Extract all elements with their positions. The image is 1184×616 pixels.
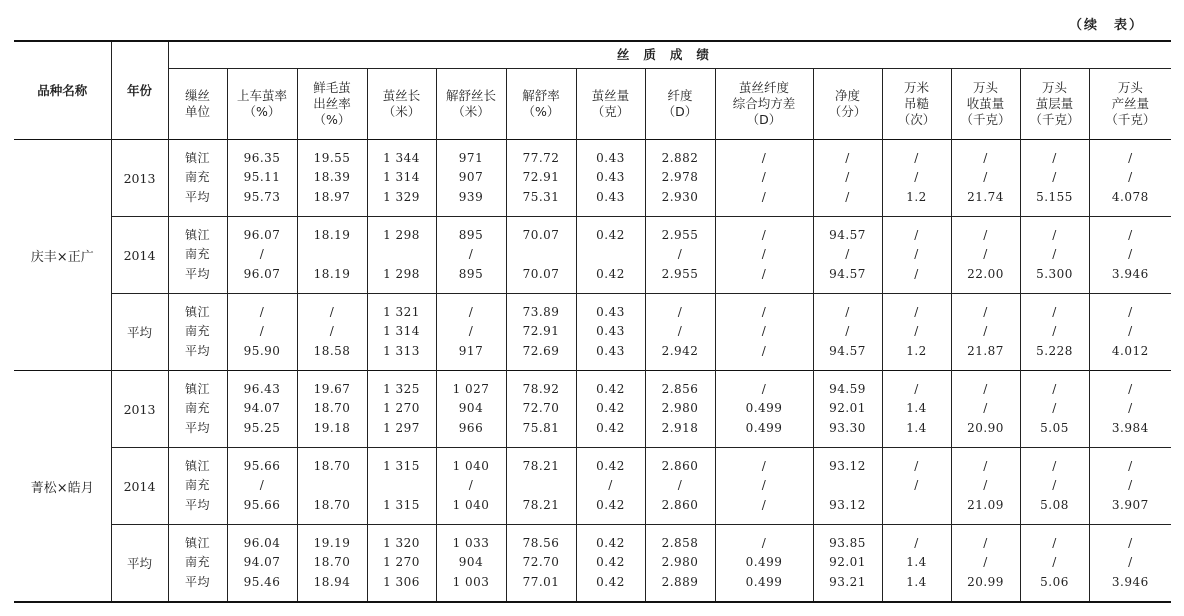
year-cell: 平均 (111, 525, 168, 603)
column-header: 解舒丝长 （米） (436, 69, 506, 140)
value-cell: / / 5.155 (1020, 140, 1089, 217)
value-cell: 0.42 0.42 0.42 (576, 371, 645, 448)
value-cell: / / 18.58 (297, 294, 367, 371)
value-cell: 94.57 / 94.57 (813, 217, 882, 294)
value-cell: / / 22.00 (951, 217, 1020, 294)
value-cell: / / 2.942 (645, 294, 715, 371)
column-header: 解舒率 （%） (506, 69, 576, 140)
value-cell: / / 5.06 (1020, 525, 1089, 603)
year-cell: 2013 (111, 140, 168, 217)
value-cell: / / / (715, 294, 813, 371)
value-cell: / / 5.300 (1020, 217, 1089, 294)
value-cell: 96.43 94.07 95.25 (227, 371, 297, 448)
variety-name: 庆丰×正广 (14, 140, 111, 371)
value-cell: / / / (715, 217, 813, 294)
table-row (14, 371, 1171, 448)
value-cell: / / 3.907 (1089, 448, 1171, 525)
value-cell: 18.70 18.70 (297, 448, 367, 525)
column-header: 缫丝 单位 (168, 69, 227, 140)
column-header: 纤度 （D） (645, 69, 715, 140)
table-row (14, 448, 1171, 525)
table-header (14, 41, 1171, 140)
value-cell: / / 95.90 (227, 294, 297, 371)
value-cell: 1 325 1 270 1 297 (367, 371, 436, 448)
value-cell: 78.21 78.21 (506, 448, 576, 525)
value-cell: 19.19 18.70 18.94 (297, 525, 367, 603)
unit-cell: 镇江 南充 平均 (168, 140, 227, 217)
value-cell: 73.89 72.91 72.69 (506, 294, 576, 371)
value-cell: 2.858 2.980 2.889 (645, 525, 715, 603)
value-cell: / / 5.05 (1020, 371, 1089, 448)
column-header: 万头 收茧量 （千克） (951, 69, 1020, 140)
value-cell: 96.07 / 96.07 (227, 217, 297, 294)
value-cell: / 0.499 0.499 (715, 525, 813, 603)
year-cell: 2014 (111, 448, 168, 525)
silk-quality-table (14, 40, 1171, 603)
value-cell: / / 4.078 (1089, 140, 1171, 217)
year-cell: 2013 (111, 371, 168, 448)
value-cell: / / 20.99 (951, 525, 1020, 603)
value-cell: 19.55 18.39 18.97 (297, 140, 367, 217)
value-cell: 2.856 2.980 2.918 (645, 371, 715, 448)
value-cell: 0.42 0.42 (576, 217, 645, 294)
value-cell: 2.955 / 2.955 (645, 217, 715, 294)
value-cell: 94.59 92.01 93.30 (813, 371, 882, 448)
value-cell: 0.43 0.43 0.43 (576, 294, 645, 371)
value-cell: 95.66 / 95.66 (227, 448, 297, 525)
value-cell: / / 5.228 (1020, 294, 1089, 371)
value-cell: / 1.4 1.4 (882, 371, 951, 448)
value-cell: 93.12 93.12 (813, 448, 882, 525)
column-header: 万米 吊糙 （次） (882, 69, 951, 140)
table-row (14, 140, 1171, 217)
column-header: 茧丝长 （米） (367, 69, 436, 140)
value-cell: / / / (715, 140, 813, 217)
year-header: 年份 (111, 41, 168, 140)
value-cell: 96.35 95.11 95.73 (227, 140, 297, 217)
value-cell: 93.85 92.01 93.21 (813, 525, 882, 603)
value-cell: 1 321 1 314 1 313 (367, 294, 436, 371)
table-body (14, 140, 1171, 603)
value-cell: / / 917 (436, 294, 506, 371)
value-cell: / 1.4 1.4 (882, 525, 951, 603)
column-header: 万头 茧层量 （千克） (1020, 69, 1089, 140)
value-cell: 77.72 72.91 75.31 (506, 140, 576, 217)
value-cell: / / 5.08 (1020, 448, 1089, 525)
value-cell: 1 298 1 298 (367, 217, 436, 294)
value-cell: 0.43 0.43 0.43 (576, 140, 645, 217)
value-cell: 19.67 18.70 19.18 (297, 371, 367, 448)
value-cell: / / 1.2 (882, 294, 951, 371)
year-cell: 2014 (111, 217, 168, 294)
value-cell: / / (882, 448, 951, 525)
column-header: 茧丝纤度 综合均方差 （D） (715, 69, 813, 140)
column-header: 茧丝量 （克） (576, 69, 645, 140)
unit-cell: 镇江 南充 平均 (168, 294, 227, 371)
value-cell: / / 94.57 (813, 294, 882, 371)
group-header: 丝质成绩 (168, 41, 1171, 69)
value-cell: 971 907 939 (436, 140, 506, 217)
value-cell: 895 / 895 (436, 217, 506, 294)
column-header: 上车茧率 （%） (227, 69, 297, 140)
value-cell: / / 3.946 (1089, 217, 1171, 294)
column-header: 净度 （分） (813, 69, 882, 140)
value-cell: 18.19 18.19 (297, 217, 367, 294)
value-cell: 1 315 1 315 (367, 448, 436, 525)
value-cell: / / / (813, 140, 882, 217)
value-cell: / / 3.946 (1089, 525, 1171, 603)
unit-cell: 镇江 南充 平均 (168, 448, 227, 525)
value-cell: / / / (715, 448, 813, 525)
value-cell: 1 320 1 270 1 306 (367, 525, 436, 603)
unit-cell: 镇江 南充 平均 (168, 217, 227, 294)
value-cell: 1 040 / 1 040 (436, 448, 506, 525)
value-cell: / / 3.984 (1089, 371, 1171, 448)
value-cell: 1 033 904 1 003 (436, 525, 506, 603)
year-cell: 平均 (111, 294, 168, 371)
value-cell: 2.882 2.978 2.930 (645, 140, 715, 217)
value-cell: 70.07 70.07 (506, 217, 576, 294)
value-cell: / / 21.87 (951, 294, 1020, 371)
value-cell: / / / (882, 217, 951, 294)
column-header: 鲜毛茧 出丝率 （%） (297, 69, 367, 140)
variety-name: 菁松×皓月 (14, 371, 111, 603)
value-cell: / / 21.09 (951, 448, 1020, 525)
value-cell: 0.42 / 0.42 (576, 448, 645, 525)
value-cell: 78.92 72.70 75.81 (506, 371, 576, 448)
table-row (14, 217, 1171, 294)
value-cell: 1 027 904 966 (436, 371, 506, 448)
unit-cell: 镇江 南充 平均 (168, 371, 227, 448)
table-row (14, 525, 1171, 603)
unit-cell: 镇江 南充 平均 (168, 525, 227, 603)
value-cell: 96.04 94.07 95.46 (227, 525, 297, 603)
value-cell: / / 20.90 (951, 371, 1020, 448)
variety-header: 品种名称 (37, 82, 88, 98)
value-cell: / / 1.2 (882, 140, 951, 217)
value-cell: / / 4.012 (1089, 294, 1171, 371)
value-cell: 2.860 / 2.860 (645, 448, 715, 525)
value-cell: 78.56 72.70 77.01 (506, 525, 576, 603)
value-cell: / 0.499 0.499 (715, 371, 813, 448)
column-header: 万头 产丝量 （千克） (1089, 69, 1171, 140)
table-row (14, 294, 1171, 371)
value-cell: / / 21.74 (951, 140, 1020, 217)
value-cell: 1 344 1 314 1 329 (367, 140, 436, 217)
continued-label: （续 表） (1068, 18, 1144, 33)
value-cell: 0.42 0.42 0.42 (576, 525, 645, 603)
